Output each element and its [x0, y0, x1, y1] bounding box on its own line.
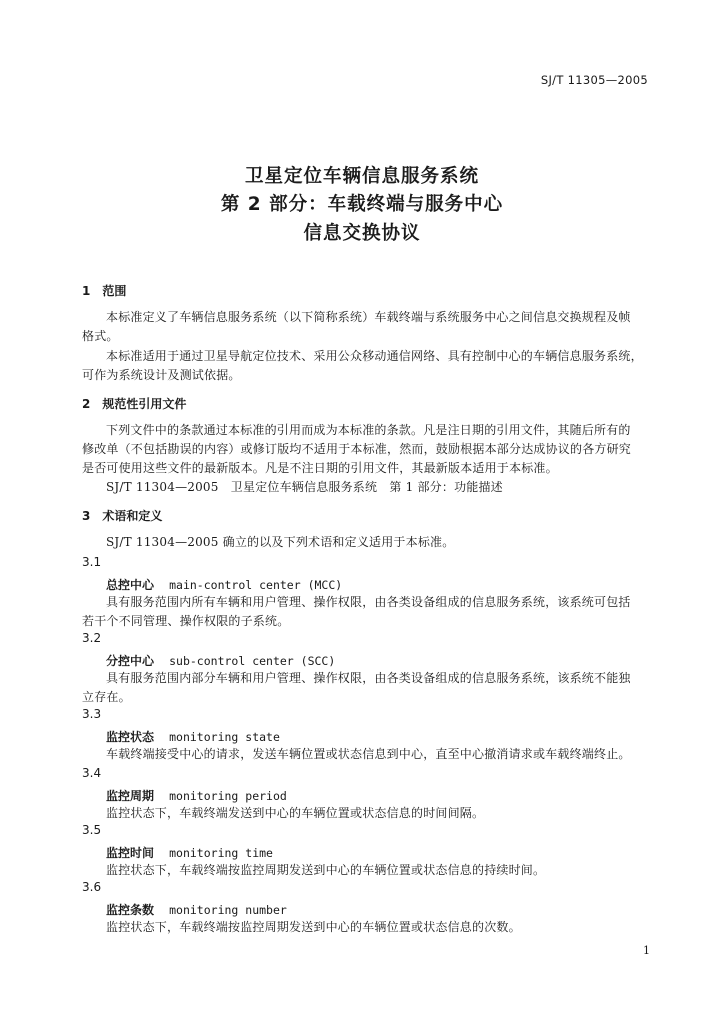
term-number: 3.2: [82, 631, 102, 645]
document-title-line2: 第 2 部分：车载终端与服务中心: [220, 194, 504, 215]
term-heading: [106, 726, 280, 745]
term-heading: [106, 785, 287, 804]
term-chinese: 监控周期: [106, 789, 155, 803]
term-number: 3.1: [82, 555, 102, 569]
standard-number: SJ/T 11305—2005: [540, 73, 648, 87]
term-definition-line: 具有服务范围内部分车辆和用户管理、操作权限，由各类设备组成的信息服务系统，该系统不能独: [106, 671, 631, 685]
term-english: monitoring period: [169, 789, 287, 803]
term-definition-line: 监控状态下，车载终端发送到中心的车辆位置或状态信息的时间间隔。: [106, 806, 485, 820]
term-chinese: 监控时间: [106, 846, 155, 860]
reference-item: SJ/T 11304—2005 卫星定位车辆信息服务系统 第 1 部分：功能描述: [106, 480, 503, 494]
document-title-line3: 信息交换协议: [303, 223, 421, 244]
term-definition-line: 车载终端接受中心的请求，发送车辆位置或状态信息到中心，直至中心撤消请求或车载终端终止。: [106, 747, 631, 761]
term-chinese: 监控条数: [106, 903, 155, 917]
paragraph-line: 本标准定义了车辆信息服务系统（以下简称系统）车载终端与系统服务中心之间信息交换规程及帧: [106, 310, 631, 324]
paragraph-line: SJ/T 11304—2005 确立的以及下列术语和定义适用于本标准。: [106, 535, 455, 549]
term-english: monitoring number: [169, 903, 287, 917]
term-english: sub-control center (SCC): [169, 654, 336, 668]
paragraph-line: 修改单（不包括勘误的内容）或修订版均不适用于本标准，然而，鼓励根据本部分达成协议的各方研究: [82, 442, 632, 456]
paragraph-line: 可作为系统设计及测试依据。: [82, 368, 241, 382]
page-number: 1: [643, 944, 650, 957]
term-heading: [106, 842, 273, 861]
paragraph-line: 格式。: [82, 329, 119, 343]
term-heading: [106, 574, 342, 593]
term-definition-line: 监控状态下，车载终端按监控周期发送到中心的车辆位置或状态信息的次数。: [106, 920, 521, 934]
section-heading-terms-definitions: 3 术语和定义: [82, 509, 163, 523]
paragraph-line: 下列文件中的条款通过本标准的引用而成为本标准的条款。凡是注日期的引用文件，其随后所有的: [106, 423, 631, 437]
term-heading: [106, 650, 335, 669]
section-heading-scope: 1 范围: [82, 284, 127, 298]
term-number: 3.4: [82, 766, 102, 780]
term-definition-line: 监控状态下，车载终端按监控周期发送到中心的车辆位置或状态信息的持续时间。: [106, 863, 546, 877]
term-chinese: 监控状态: [106, 730, 155, 744]
section-heading-normative-references: 2 规范性引用文件: [82, 397, 187, 411]
term-definition-line: 立存在。: [82, 690, 131, 704]
paragraph-line: 是否可使用这些文件的最新版本。凡是不注日期的引用文件，其最新版本适用于本标准。: [82, 461, 558, 475]
term-english: monitoring state: [169, 730, 280, 744]
term-number: 3.3: [82, 707, 102, 721]
term-english: monitoring time: [169, 846, 273, 860]
document-title-line1: 卫星定位车辆信息服务系统: [244, 166, 479, 187]
term-number: 3.6: [82, 880, 102, 894]
term-heading: [106, 899, 287, 918]
term-chinese: 分控中心: [106, 654, 155, 668]
paragraph-line: 本标准适用于通过卫星导航定位技术、采用公众移动通信网络、具有控制中心的车辆信息服务系统，: [106, 349, 643, 363]
term-number: 3.5: [82, 823, 102, 837]
term-definition-line: 具有服务范围内所有车辆和用户管理、操作权限，由各类设备组成的信息服务系统，该系统可包括: [106, 595, 631, 609]
term-english: main-control center (MCC): [169, 578, 343, 592]
term-definition-line: 若干个不同管理、操作权限的子系统。: [82, 614, 290, 628]
term-chinese: 总控中心: [106, 578, 155, 592]
